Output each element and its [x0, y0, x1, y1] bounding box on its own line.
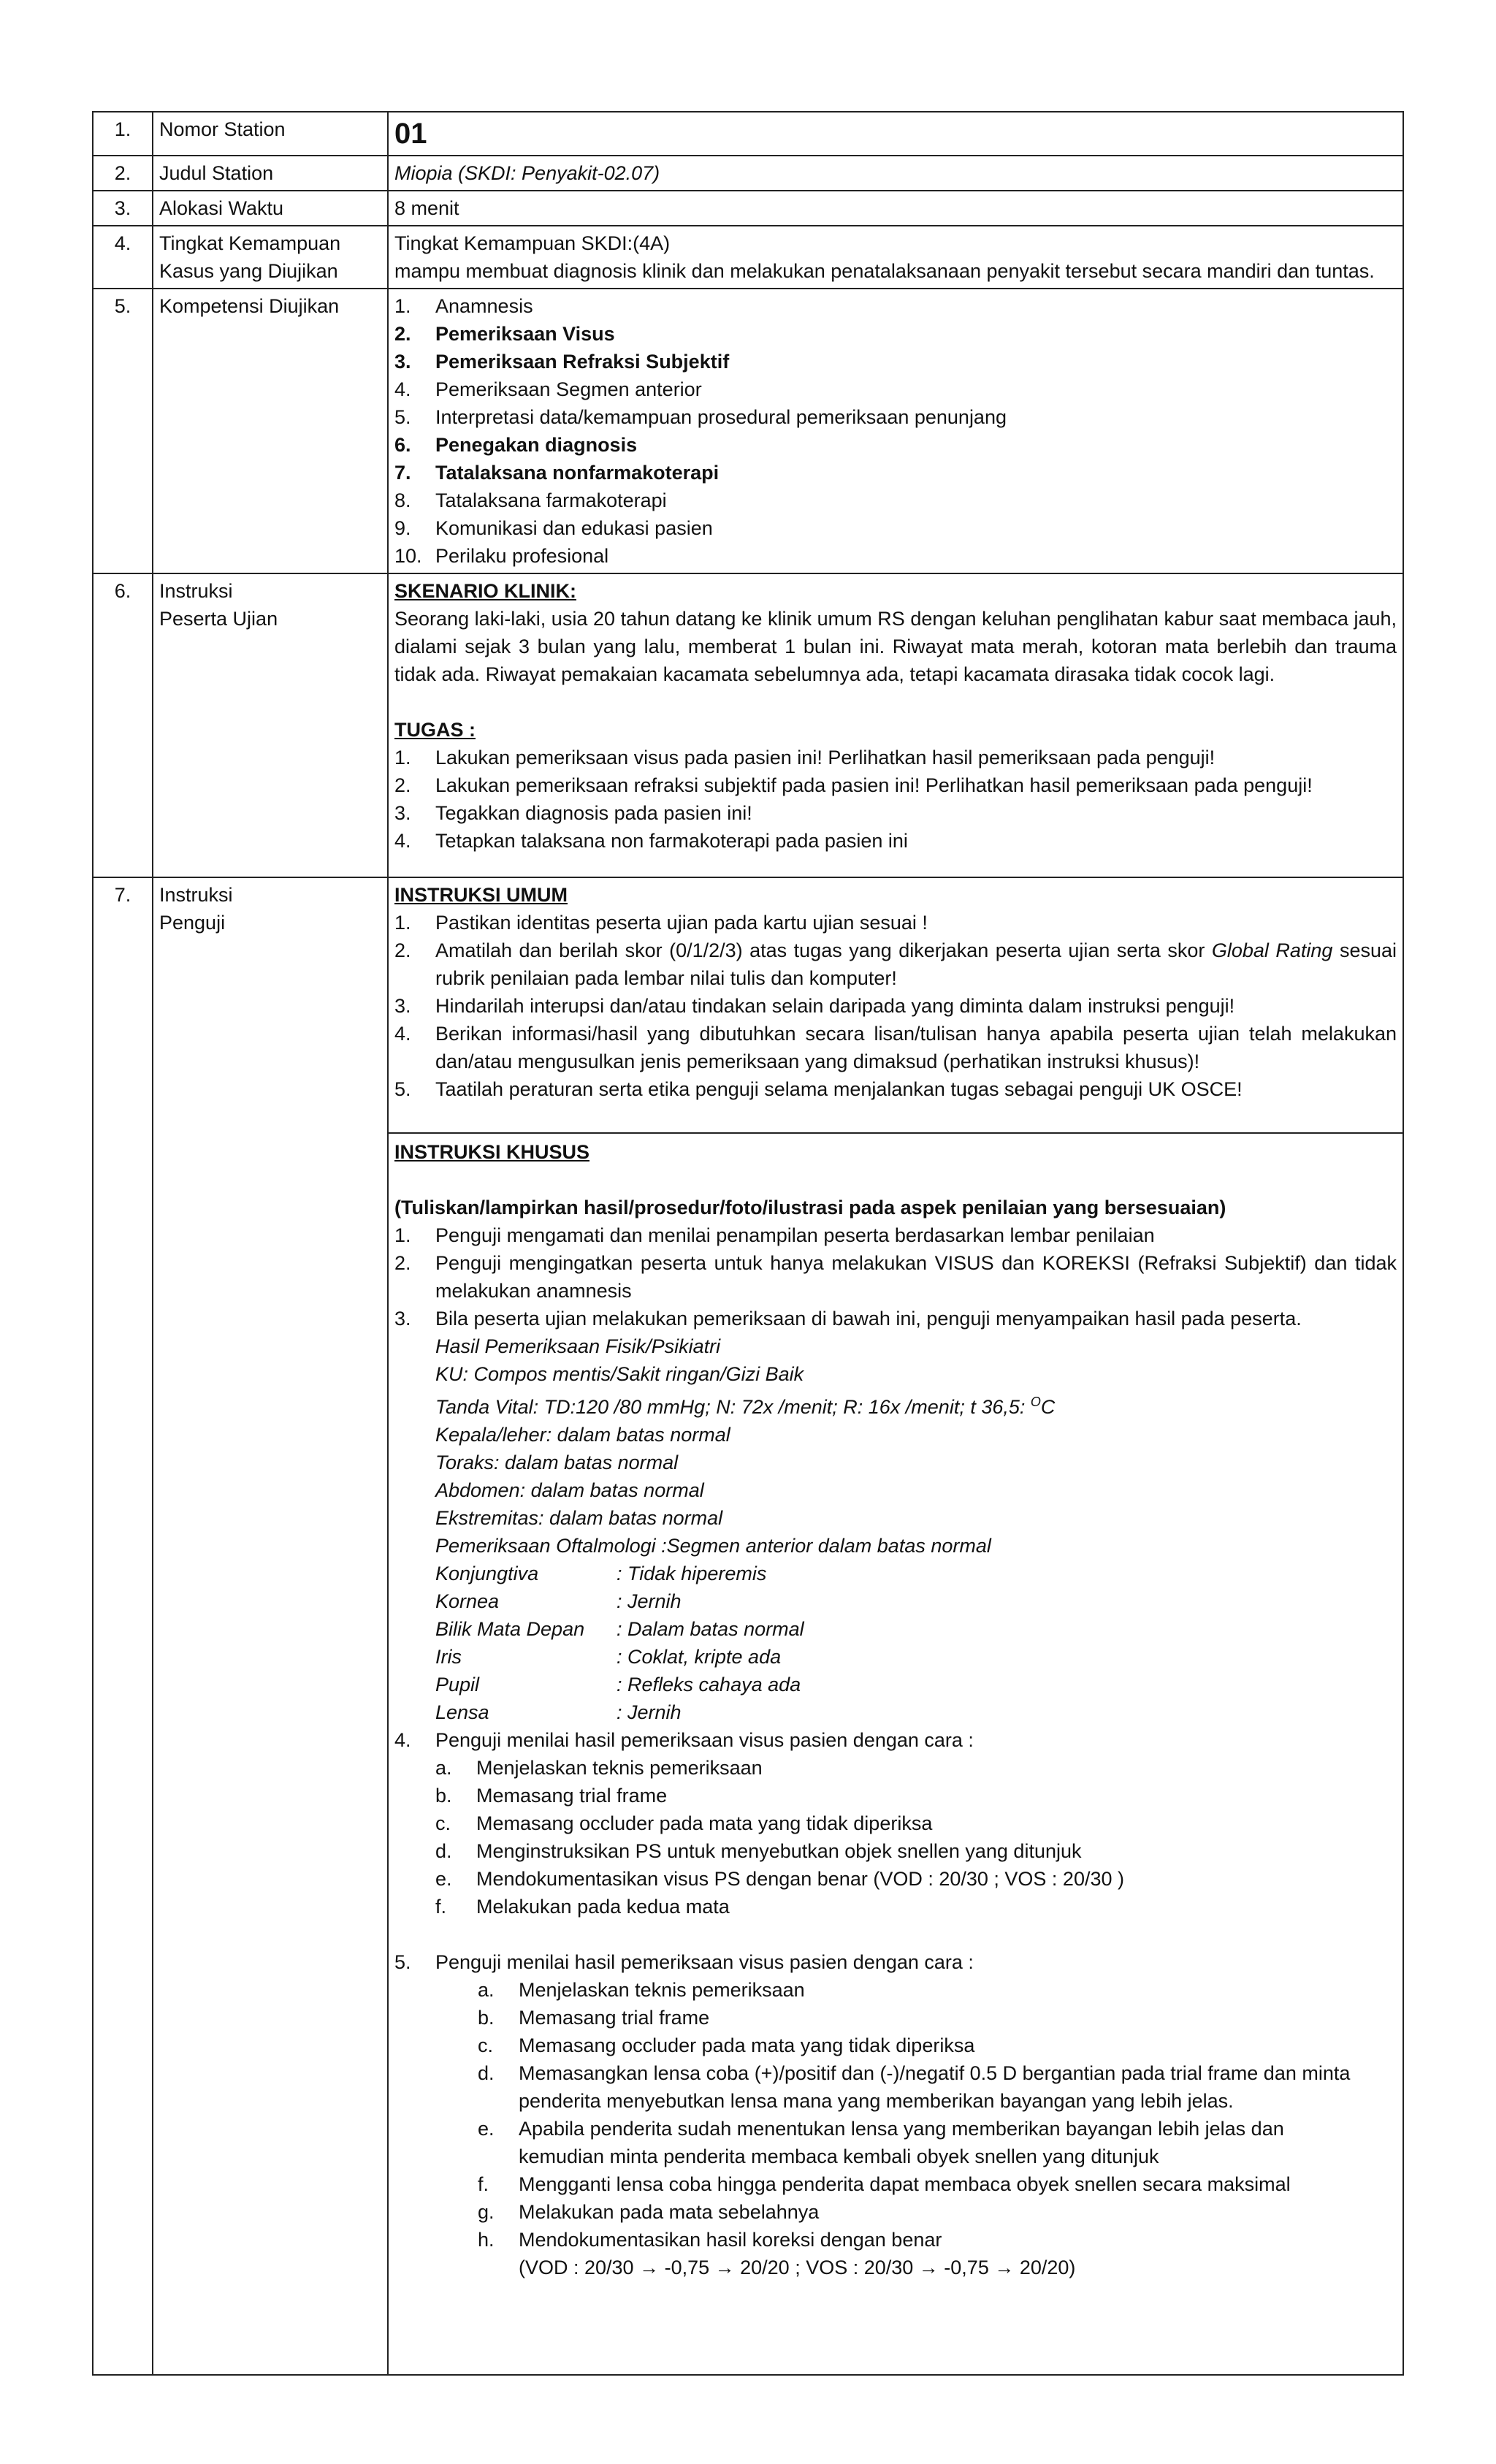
sub-item-letter: d. [435, 1840, 452, 1862]
item-number: 1. [394, 747, 411, 768]
item-number: 6. [394, 434, 411, 456]
sub-item-text: Mengganti lensa coba hingga penderita dapat membaca obyek snellen secara maksimal [519, 2173, 1291, 2195]
sub-item-letter: e. [435, 1868, 452, 1890]
sub-item [394, 1782, 1397, 1809]
exam-result-line: Kepala/leher: dalam batas normal [435, 1424, 730, 1446]
row-label: Alokasi Waktu [153, 191, 388, 226]
item-number: 1. [394, 295, 411, 317]
row-label-line: Penguji [159, 912, 226, 934]
arrow-icon: → [639, 2257, 660, 2278]
general-instruction-item [394, 1075, 1397, 1103]
row-number: 1. [93, 112, 153, 156]
row-label-line: Instruksi [159, 580, 233, 602]
sub-item-text: Menjelaskan teknis pemeriksaan [519, 1979, 805, 2001]
finding-value: : Tidak hiperemis [617, 1563, 767, 1584]
task-heading: TUGAS : [394, 719, 476, 741]
section-divider [389, 1132, 1402, 1134]
sub-item-text: Memasang occluder pada mata yang tidak diperiksa [476, 1812, 933, 1834]
sub-item [394, 2032, 1397, 2059]
sub-item [394, 2115, 1397, 2170]
row-time-allocation [93, 191, 1403, 226]
item-text: Penguji mengingatkan peserta untuk hanya melakukan VISUS dan KOREKSI (Refraksi Subjektif) dan tidak melakukan anamnesis [435, 1252, 1397, 1302]
result-part: 20/20 ; VOS : 20/30 [734, 2257, 919, 2278]
row-label [153, 573, 388, 877]
finding-value: : Jernih [617, 1590, 682, 1612]
sub-item-text: Memasang trial frame [519, 2007, 710, 2029]
item-text: Lakukan pemeriksaan visus pada pasien ini! Perlihatkan hasil pemeriksaan pada penguji! [435, 747, 1216, 768]
item-number: 2. [394, 939, 411, 961]
list-item [394, 403, 1397, 431]
item-number: 4. [394, 1023, 411, 1045]
item-number: 3. [394, 1308, 411, 1330]
item-text: Penguji menilai hasil pemeriksaan visus pasien dengan cara : [435, 1729, 974, 1751]
finding-key: Pupil [435, 1674, 480, 1696]
sub-item [394, 2170, 1397, 2198]
item-text: Taatilah peraturan serta etika penguji selama menjalankan tugas sebagai penguji UK OSCE! [435, 1078, 1243, 1100]
exam-result-line: Toraks: dalam batas normal [435, 1452, 679, 1473]
item-text: Pastikan identitas peserta ujian pada kartu ujian sesuai ! [435, 912, 928, 934]
finding-value: : Refleks cahaya ada [617, 1674, 801, 1696]
item-text: Penegakan diagnosis [435, 434, 638, 456]
item-text: Interpretasi data/kemampuan prosedural pemeriksaan penunjang [435, 406, 1007, 428]
sub-item-letter: h. [478, 2229, 495, 2251]
result-part: (VOD : 20/30 [519, 2257, 640, 2278]
sub-item-text: Mendokumentasikan visus PS dengan benar (VOD : 20/30 ; VOS : 20/30 ) [476, 1868, 1124, 1890]
sub-item-text: Melakukan pada mata sebelahnya [519, 2201, 820, 2223]
sub-item-text: Memasang trial frame [476, 1785, 668, 1807]
arrow-icon: → [714, 2257, 735, 2278]
sub-item [394, 1893, 1397, 1921]
correction-result [394, 2254, 1397, 2281]
list-item [394, 514, 1397, 542]
sub-item-text: Menginstruksikan PS untuk menyebutkan objek snellen yang ditunjuk [476, 1840, 1082, 1862]
list-item [394, 542, 1397, 570]
sub-item [394, 2226, 1397, 2254]
competency-level [388, 226, 1403, 289]
row-station-title [93, 156, 1403, 191]
competency-level-desc: mampu membuat diagnosis klinik dan melakukan penatalaksanaan penyakit tersebut secara mandiri dan tuntas. [394, 260, 1375, 282]
task-item [394, 827, 1397, 855]
task-item [394, 771, 1397, 799]
row-label [153, 877, 388, 2375]
list-item [394, 348, 1397, 375]
time-allocation: 8 menit [388, 191, 1403, 226]
exam-result-line [394, 1388, 1397, 1421]
general-instruction-item [394, 937, 1397, 992]
list-item [394, 431, 1397, 459]
item-number: 1. [394, 1224, 411, 1246]
sub-item-text: Melakukan pada kedua mata [476, 1896, 730, 1918]
station-number-value [388, 112, 1403, 156]
special-instruction-item [394, 1948, 1397, 1976]
row-label: Judul Station [153, 156, 388, 191]
item-number: 5. [394, 1078, 411, 1100]
general-instruction-item [394, 992, 1397, 1020]
item-number: 3. [394, 802, 411, 824]
sub-item [394, 1809, 1397, 1837]
item-text-part: Global Rating [1211, 939, 1333, 961]
sub-item [394, 1865, 1397, 1893]
finding-key: Iris [435, 1646, 462, 1668]
item-text [435, 937, 1397, 992]
station-form [92, 111, 1402, 2438]
result-part: 20/20) [1014, 2257, 1076, 2278]
arrow-icon: → [994, 2257, 1015, 2278]
row-label-line: Tingkat Kemampuan [159, 232, 341, 254]
item-number: 5. [394, 406, 411, 428]
sub-item-letter: c. [435, 1812, 451, 1834]
item-text: Anamnesis [435, 295, 533, 317]
degree-symbol: O [1030, 1395, 1041, 1409]
sub-item-letter: c. [478, 2034, 494, 2056]
special-instruction-item [394, 1726, 1397, 1754]
participant-instructions [388, 573, 1403, 877]
sub-item [394, 1976, 1397, 2004]
item-text: Lakukan pemeriksaan refraksi subjektif pada pasien ini! Perlihatkan hasil pemeriksaan pada penguji! [435, 774, 1313, 796]
item-number: 3. [394, 995, 411, 1017]
sub-item-text: Menjelaskan teknis pemeriksaan [476, 1757, 763, 1779]
sub-item-letter: a. [435, 1757, 452, 1779]
item-text: Pemeriksaan Segmen anterior [435, 378, 702, 400]
station-table [92, 111, 1404, 2376]
item-text-part: sesuai rubrik penilaian pada lembar nilai tulis dan komputer! [435, 939, 1397, 989]
row-competencies [93, 289, 1403, 573]
ophthalmology-row [394, 1615, 1397, 1643]
task-item [394, 799, 1397, 827]
sub-item-text: Mendokumentasikan hasil koreksi dengan benar [519, 2229, 942, 2251]
result-part: -0,75 [659, 2257, 715, 2278]
ophthalmology-row [394, 1643, 1397, 1671]
item-text: Bila peserta ujian melakukan pemeriksaan di bawah ini, penguji menyampaikan hasil pada peserta. [435, 1308, 1302, 1330]
item-number: 7. [394, 462, 411, 484]
task-item [394, 744, 1397, 771]
exam-result-line: Abdomen: dalam batas normal [435, 1479, 704, 1501]
sub-item-text: Memasangkan lensa coba (+)/positif dan (-)/negatif 0.5 D bergantian pada trial frame dan minta penderita menyebutkan lensa mana yang memberikan bayangan yang lebih jelas. [519, 2062, 1351, 2112]
item-number: 2. [394, 1252, 411, 1274]
sub-item-letter: a. [478, 1979, 495, 2001]
station-number: 01 [394, 118, 427, 150]
arrow-icon: → [918, 2257, 939, 2278]
vital-signs-text: Tanda Vital: TD:120 /80 mmHg; N: 72x /menit; R: 16x /menit; t 36,5: [435, 1396, 1031, 1418]
finding-key: Kornea [435, 1590, 500, 1612]
list-item [394, 292, 1397, 320]
general-instruction-item [394, 1020, 1397, 1075]
finding-key: Bilik Mata Depan [435, 1618, 585, 1640]
scenario-heading: SKENARIO KLINIK: [394, 580, 576, 602]
ophthalmology-row [394, 1698, 1397, 1726]
sub-item-letter: b. [435, 1785, 452, 1807]
item-number: 4. [394, 378, 411, 400]
row-number: 3. [93, 191, 153, 226]
item-number: 8. [394, 489, 411, 511]
sub-item-letter: g. [478, 2201, 495, 2223]
row-examiner-instructions [93, 877, 1403, 2375]
row-station-number [93, 112, 1403, 156]
station-title: Miopia (SKDI: Penyakit-02.07) [388, 156, 1403, 191]
scenario-text: Seorang laki-laki, usia 20 tahun datang ke klinik umum RS dengan keluhan penglihatan kabur saat membaca jauh, dialami sejak 3 bulan yang lalu, memberat 1 bulan ini. Riwayat mata merah, kotoran mata berlebih dan trauma tidak ada. Riwayat pemakaian kacamata sebelumnya ada, tetapi kacamata dirasaka tidak cocok lagi. [394, 608, 1397, 685]
general-instruction-item [394, 909, 1397, 937]
sub-item-text: Memasang occluder pada mata yang tidak diperiksa [519, 2034, 975, 2056]
item-number: 2. [394, 774, 411, 796]
item-number: 4. [394, 1729, 411, 1751]
exam-result-line: Hasil Pemeriksaan Fisik/Psikiatri [435, 1335, 721, 1357]
exam-result-line: KU: Compos mentis/Sakit ringan/Gizi Baik [435, 1363, 804, 1385]
item-number: 9. [394, 517, 411, 539]
row-number: 7. [93, 877, 153, 2375]
finding-key: Konjungtiva [435, 1563, 539, 1584]
competency-list [388, 289, 1403, 573]
row-number: 4. [93, 226, 153, 289]
item-text: Tatalaksana farmakoterapi [435, 489, 667, 511]
finding-key: Lensa [435, 1701, 489, 1723]
item-number: 1. [394, 912, 411, 934]
item-number: 3. [394, 351, 411, 373]
result-part: -0,75 [938, 2257, 995, 2278]
row-competency-level [93, 226, 1403, 289]
item-number: 2. [394, 323, 411, 345]
item-text: Perilaku profesional [435, 545, 609, 567]
special-instructions-heading: INSTRUKSI KHUSUS [394, 1141, 590, 1163]
list-item [394, 487, 1397, 514]
item-text: Komunikasi dan edukasi pasien [435, 517, 713, 539]
item-text: Penguji menilai hasil pemeriksaan visus pasien dengan cara : [435, 1951, 974, 1973]
item-text: Penguji mengamati dan menilai penampilan peserta berdasarkan lembar penilaian [435, 1224, 1155, 1246]
temperature-unit: C [1040, 1396, 1056, 1418]
item-text: Pemeriksaan Visus [435, 323, 615, 345]
sub-item [394, 1837, 1397, 1865]
special-instruction-item [394, 1221, 1397, 1249]
item-text: Hindarilah interupsi dan/atau tindakan selain daripada yang diminta dalam instruksi penguji! [435, 995, 1235, 1017]
item-number: 10. [394, 545, 422, 567]
finding-value: : Coklat, kripte ada [617, 1646, 782, 1668]
sub-item [394, 1754, 1397, 1782]
row-label: Nomor Station [153, 112, 388, 156]
item-text: Tegakkan diagnosis pada pasien ini! [435, 802, 752, 824]
item-number: 4. [394, 830, 411, 852]
row-number: 6. [93, 573, 153, 877]
sub-item [394, 2059, 1397, 2115]
ophthalmology-row [394, 1560, 1397, 1587]
sub-item-letter: f. [435, 1896, 447, 1918]
list-item [394, 320, 1397, 348]
spacer [394, 1166, 1397, 1194]
sub-item-letter: b. [478, 2007, 495, 2029]
list-item [394, 459, 1397, 487]
special-instruction-item [394, 1305, 1397, 1332]
list-item [394, 375, 1397, 403]
row-label-line: Kasus yang Diujikan [159, 260, 338, 282]
row-label [153, 226, 388, 289]
examiner-instructions [388, 877, 1403, 2375]
spacer [394, 688, 1397, 716]
ophthalmology-row [394, 1587, 1397, 1615]
special-instructions-note: (Tuliskan/lampirkan hasil/prosedur/foto/ilustrasi pada aspek penilaian yang bersesuaian) [394, 1197, 1226, 1218]
spacer [394, 1921, 1397, 1948]
finding-value: : Dalam batas normal [617, 1618, 804, 1640]
row-label-line: Instruksi [159, 884, 233, 906]
special-instruction-item [394, 1249, 1397, 1305]
sub-item-letter: e. [478, 2118, 495, 2140]
sub-item [394, 2198, 1397, 2226]
sub-item [394, 2004, 1397, 2032]
sub-item-text: Apabila penderita sudah menentukan lensa yang memberikan bayangan lebih jelas dan kemudian minta penderita membaca kembali obyek snellen yang ditunjuk [519, 2118, 1284, 2167]
ophthalmology-row [394, 1671, 1397, 1698]
row-number: 5. [93, 289, 153, 573]
row-number: 2. [93, 156, 153, 191]
row-participant-instructions [93, 573, 1403, 877]
general-instructions-heading: INSTRUKSI UMUM [394, 884, 568, 906]
item-text: Tatalaksana nonfarmakoterapi [435, 462, 720, 484]
competency-level-title: Tingkat Kemampuan SKDI:(4A) [394, 232, 671, 254]
exam-result-line: Ekstremitas: dalam batas normal [435, 1507, 723, 1529]
finding-value: : Jernih [617, 1701, 682, 1723]
item-text: Pemeriksaan Refraksi Subjektif [435, 351, 730, 373]
item-number: 5. [394, 1951, 411, 1973]
item-text: Tetapkan talaksana non farmakoterapi pada pasien ini [435, 830, 908, 852]
item-text: Berikan informasi/hasil yang dibutuhkan secara lisan/tulisan hanya apabila peserta ujian telah melakukan dan/atau mengusulkan jenis pemeriksaan yang dimaksud (perhatikan instruksi khusus)! [435, 1023, 1397, 1072]
sub-item-letter: f. [478, 2173, 489, 2195]
row-label: Kompetensi Diujikan [153, 289, 388, 573]
sub-item-letter: d. [478, 2062, 495, 2084]
exam-result-line: Pemeriksaan Oftalmologi :Segmen anterior dalam batas normal [435, 1535, 991, 1557]
row-label-line: Peserta Ujian [159, 608, 278, 630]
item-text-part: Amatilah dan berilah skor (0/1/2/3) atas tugas yang dikerjakan peserta ujian serta skor [435, 939, 1212, 961]
